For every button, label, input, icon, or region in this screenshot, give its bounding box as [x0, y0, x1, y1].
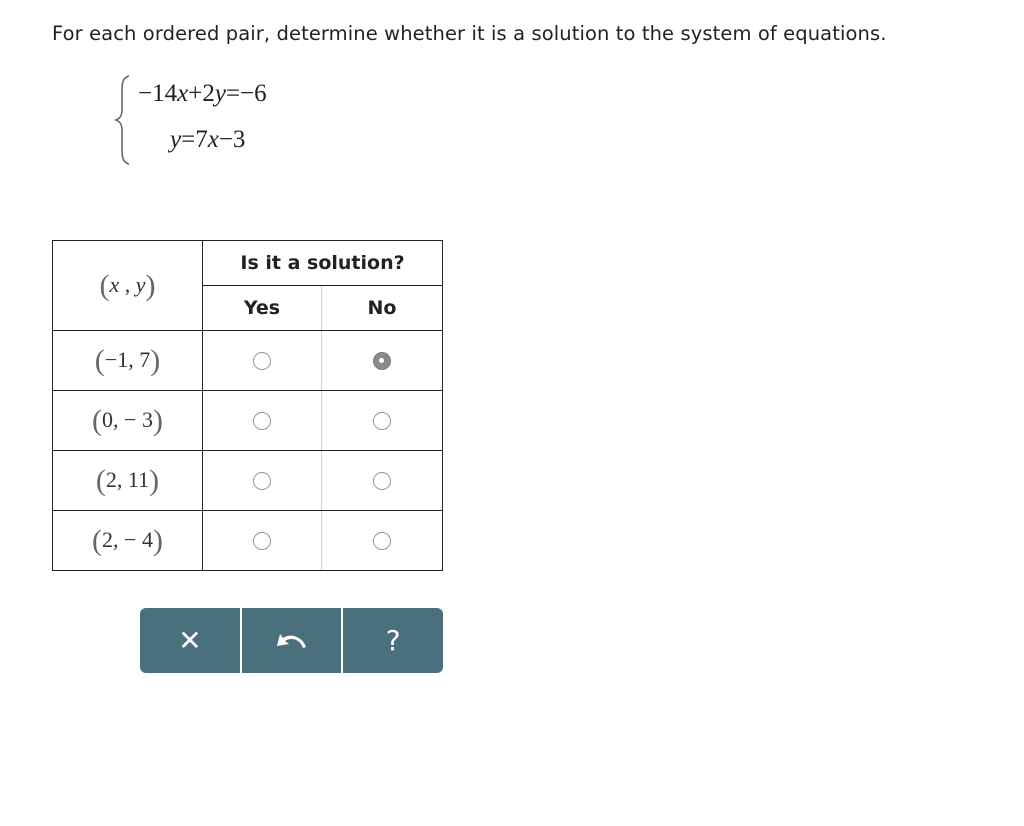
yes-cell — [203, 451, 322, 511]
no-column-header: No — [322, 286, 443, 331]
close-icon: ✕ — [178, 623, 202, 657]
no-cell — [322, 451, 443, 511]
no-cell — [322, 511, 443, 571]
no-cell — [322, 391, 443, 451]
ordered-pair: (−1, 7) — [53, 331, 203, 391]
radio-no[interactable] — [373, 532, 391, 550]
instructions-text: For each ordered pair, determine whether it is a solution to the system of equations. — [52, 22, 887, 45]
help-icon: ? — [385, 623, 401, 657]
left-brace — [114, 74, 134, 166]
ordered-pair: (2, 11) — [53, 451, 203, 511]
ordered-pair: (2, − 4) — [53, 511, 203, 571]
solution-table — [52, 240, 443, 571]
yes-cell — [203, 511, 322, 571]
radio-no[interactable] — [373, 412, 391, 430]
table-row — [53, 451, 443, 511]
radio-yes[interactable] — [253, 472, 271, 490]
no-cell — [322, 331, 443, 391]
radio-no[interactable] — [373, 472, 391, 490]
help-button[interactable] — [341, 608, 443, 673]
radio-yes[interactable] — [253, 352, 271, 370]
table-row — [53, 391, 443, 451]
table-row — [53, 511, 443, 571]
ordered-pair: (0, − 3) — [53, 391, 203, 451]
clear-button[interactable] — [140, 608, 240, 673]
yes-cell — [203, 391, 322, 451]
yes-column-header: Yes — [203, 286, 322, 331]
radio-no[interactable] — [373, 352, 391, 370]
undo-button[interactable] — [240, 608, 342, 673]
table-row — [53, 331, 443, 391]
undo-icon — [274, 630, 310, 652]
pair-column-header: (x , y) — [53, 241, 203, 331]
answer-toolbar — [140, 608, 443, 673]
solution-column-header: Is it a solution? — [203, 241, 443, 286]
yes-cell — [203, 331, 322, 391]
equation-system — [114, 74, 354, 166]
radio-yes[interactable] — [253, 532, 271, 550]
equation-2: y=7x−3 — [170, 126, 246, 153]
radio-yes[interactable] — [253, 412, 271, 430]
equation-1: −14x+2y=−6 — [138, 80, 267, 107]
